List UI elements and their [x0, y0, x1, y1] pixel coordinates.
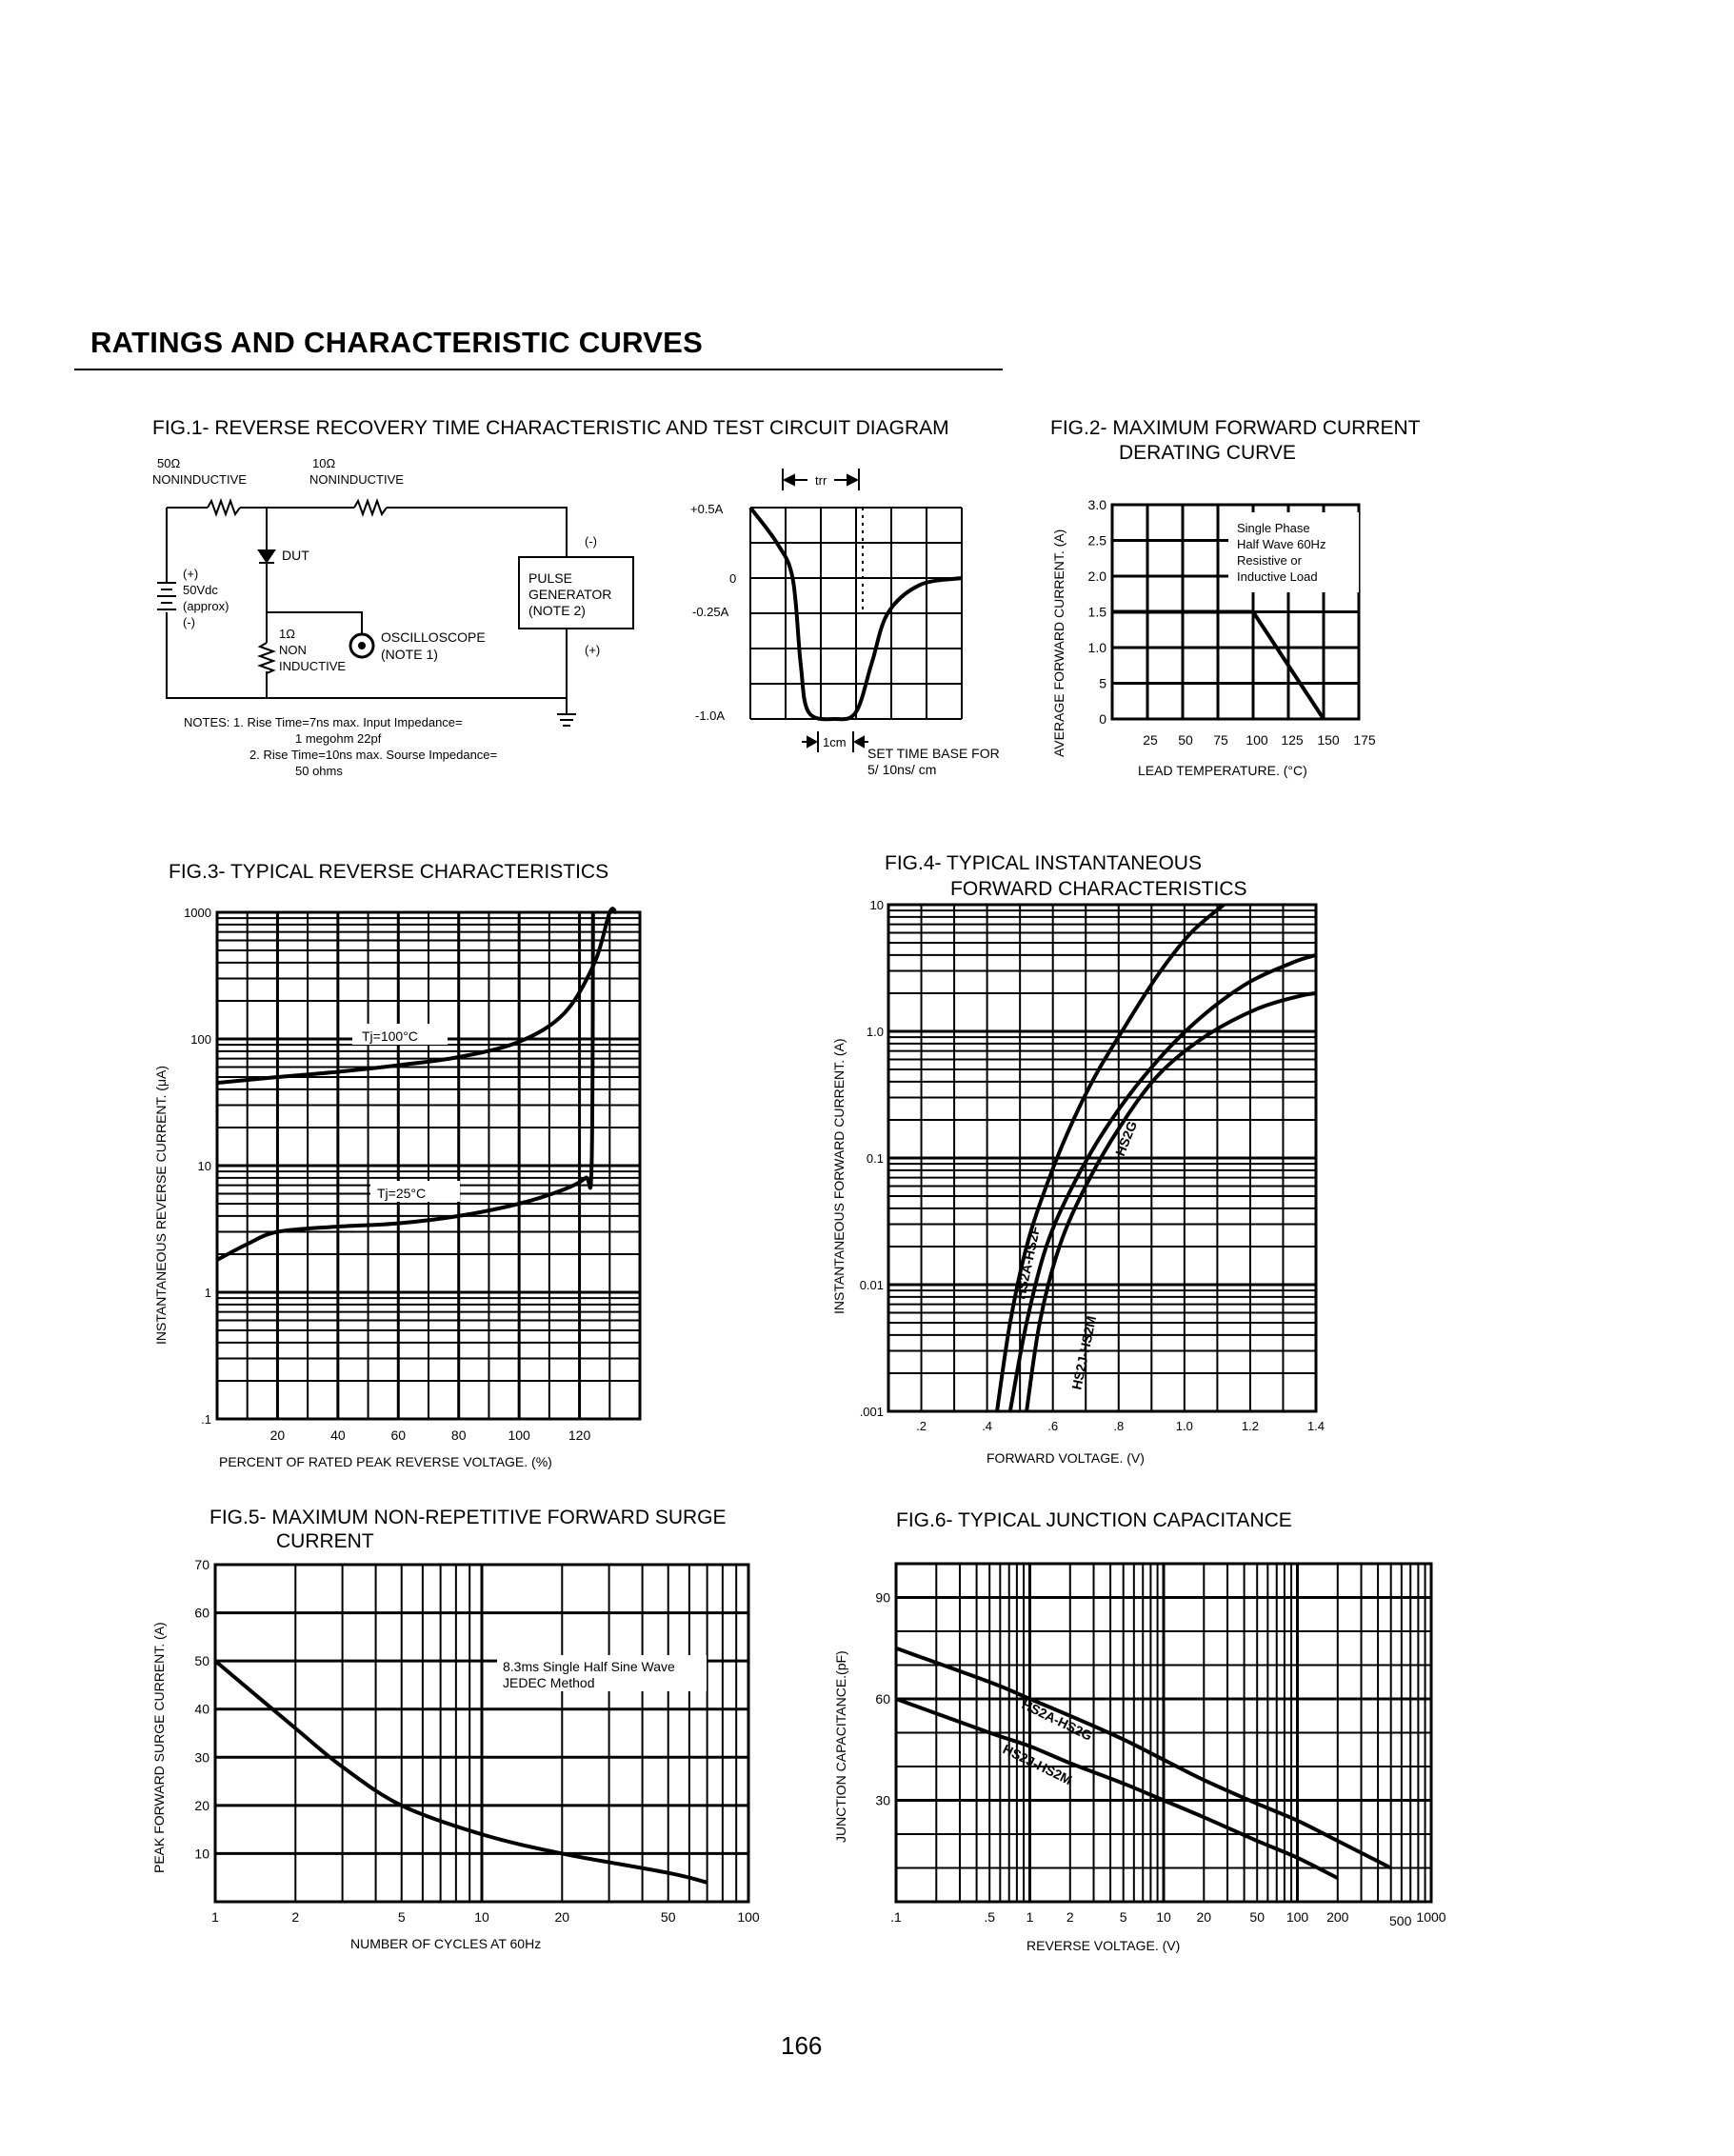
fig4-xtick-label: .4: [982, 1419, 993, 1433]
fig5-xticks: [211, 1909, 760, 1925]
fig4-xtick-label: .2: [916, 1419, 927, 1433]
fig1-r1-value: 50Ω: [157, 456, 181, 470]
fig5-ytick-label: 30: [194, 1749, 209, 1766]
fig1-note: NOTES: 1. Rise Time=7ns max. Input Impedance=: [184, 715, 463, 729]
fig3-series-label-100c: Tj=100°C: [362, 1028, 418, 1044]
fig3-xticks: [270, 1427, 591, 1443]
fig3-xtick-label: 40: [330, 1427, 346, 1443]
fig1-source-line: (approx): [183, 599, 229, 613]
fig3-yticks: [184, 906, 211, 1427]
fig2-ytick-label: 3.0: [1087, 497, 1106, 512]
fig3-series-line: [217, 912, 593, 1260]
fig1-r3-line: NON: [279, 643, 307, 657]
fig3-xtick-label: 80: [450, 1427, 467, 1443]
fig3-xtick-label: 120: [568, 1427, 591, 1443]
fig1-dut-label: DUT: [282, 548, 309, 563]
fig6-xtick-label: .1: [890, 1909, 902, 1925]
fig1-wave-ytick: 0: [729, 571, 737, 586]
fig6-xtick-label: 10: [1156, 1909, 1171, 1925]
fig6-xtick-label: 2: [1066, 1909, 1074, 1925]
fig1-scope-line: OSCILLOSCOPE: [381, 629, 486, 645]
fig5-xtick-label: 2: [291, 1909, 300, 1925]
fig6-xtick-label: 1000: [1416, 1909, 1446, 1925]
fig5-xtick-label: 50: [660, 1909, 676, 1925]
fig4-series-label-hs2g: HS2G: [1111, 1118, 1141, 1159]
fig5-ytick-label: 60: [194, 1605, 209, 1621]
fig2-annotation-line: Single Phase: [1237, 521, 1310, 535]
page-title: RATINGS AND CHARACTERISTIC CURVES: [90, 326, 704, 359]
fig2-ytick-label: 1.5: [1087, 604, 1106, 620]
fig2-ytick-label: 5: [1099, 675, 1106, 691]
fig2-xtick-label: 175: [1353, 732, 1376, 748]
fig5-title: FIG.5- MAXIMUM NON-REPETITIVE FORWARD SURGE: [209, 1507, 727, 1528]
fig5-xtick-label: 100: [737, 1909, 760, 1925]
fig2-xtick-label: 25: [1143, 732, 1158, 748]
fig6-xtick-label: 5: [1119, 1909, 1127, 1925]
fig6-xtick-label: 500: [1389, 1913, 1412, 1928]
fig4-xtick-label: 1.0: [1175, 1419, 1193, 1433]
fig3-panel: [153, 861, 640, 1469]
fig3-xtick-label: 60: [390, 1427, 407, 1443]
fig1-dut-diode-icon: [259, 550, 274, 563]
fig2-xtick-label: 50: [1178, 732, 1193, 748]
fig1-r3-line: INDUCTIVE: [279, 659, 347, 673]
fig1-r2-type: NONINDUCTIVE: [309, 472, 404, 487]
fig1-pulse-line: GENERATOR: [528, 587, 612, 602]
fig4-xlabel: FORWARD VOLTAGE. (V): [987, 1450, 1145, 1466]
fig2-ytick-label: 2.0: [1087, 569, 1106, 584]
fig6-ytick-label: 30: [875, 1792, 890, 1808]
fig1-resistor-r1: [208, 501, 240, 514]
fig1-note: 2. Rise Time=10ns max. Sourse Impedance=: [249, 748, 498, 762]
fig4-panel: [831, 852, 1325, 1466]
fig4-xtick-label: 1.4: [1306, 1419, 1325, 1433]
fig1-timebase-line: SET TIME BASE FOR: [867, 746, 1000, 761]
fig1-trr-label: trr: [815, 473, 827, 488]
fig3-grid: [217, 912, 640, 1419]
fig5-title: CURRENT: [276, 1530, 374, 1552]
fig3-title: FIG.3- TYPICAL REVERSE CHARACTERISTICS: [169, 861, 609, 883]
fig1-plus-label: (+): [585, 643, 601, 657]
fig1-scope-line: (NOTE 1): [381, 647, 438, 662]
fig6-series-label-hs2j-hs2m: HS2J-HS2M: [1000, 1741, 1075, 1788]
fig4-ytick-label: .001: [859, 1405, 884, 1419]
fig2-annotation-line: Resistive or: [1237, 553, 1302, 568]
fig1-source-line: 50Vdc: [183, 583, 218, 597]
fig2-xtick-label: 100: [1246, 732, 1268, 748]
fig6-xtick-label: 100: [1286, 1909, 1309, 1925]
fig4-series-label-hs2j-hs2m: HS2J-HS2M: [1068, 1314, 1100, 1391]
fig1-note: 1 megohm 22pf: [295, 731, 382, 746]
fig5-ylabel: PEAK FORWARD SURGE CURRENT. (A): [151, 1622, 167, 1873]
fig4-series-line: [1026, 993, 1316, 1411]
fig4-title: FIG.4- TYPICAL INSTANTANEOUS: [885, 852, 1202, 874]
fig1-battery-icon: [157, 583, 176, 609]
fig4-yticks: [860, 898, 884, 1419]
fig1-minus-label: (-): [585, 534, 597, 549]
fig4-title: FORWARD CHARACTERISTICS: [950, 878, 1247, 900]
fig1-oscilloscope-center: [358, 642, 366, 649]
fig3-xtick-label: 100: [508, 1427, 530, 1443]
fig1-r1-type: NONINDUCTIVE: [152, 472, 247, 487]
fig5-surge-curve: [215, 1661, 708, 1883]
fig2-annotation-line: Inductive Load: [1237, 569, 1318, 584]
fig6-series-label-hs2a-hs2g: HS2A-HS2G: [1019, 1696, 1095, 1744]
fig1-resistor-r2: [354, 501, 387, 514]
fig3-xlabel: PERCENT OF RATED PEAK REVERSE VOLTAGE. (%): [219, 1454, 552, 1469]
fig5-ytick-label: 70: [194, 1557, 209, 1572]
fig3-ytick-label: 1: [204, 1286, 211, 1300]
fig1-ground-icon: [557, 698, 576, 726]
fig3-ytick-label: 100: [190, 1032, 211, 1047]
fig2-ytick-label: 1.0: [1087, 640, 1106, 655]
fig3-ylabel: INSTANTANEOUS REVERSE CURRENT. (μA): [153, 1065, 169, 1345]
fig1-waveform-grid: [750, 508, 962, 719]
fig5-ytick-label: 10: [194, 1846, 209, 1862]
fig2-xtick-label: 75: [1213, 732, 1228, 748]
fig6-xtick-label: 200: [1326, 1909, 1349, 1925]
fig1-pulse-line: PULSE: [528, 570, 572, 586]
fig4-ylabel: INSTANTANEOUS FORWARD CURRENT. (A): [831, 1038, 847, 1314]
fig2-yticks: [1088, 497, 1107, 727]
fig6-xtick-label: 1: [1026, 1909, 1034, 1925]
fig1-pulse-line: (NOTE 2): [528, 603, 586, 618]
page-number: 166: [781, 2031, 823, 2060]
fig6-xlabel: REVERSE VOLTAGE. (V): [1026, 1938, 1181, 1953]
fig5-xtick-label: 5: [397, 1909, 406, 1925]
fig3-ytick-label: .1: [201, 1412, 211, 1427]
fig6-series-line: [896, 1699, 1338, 1878]
fig5-ytick-label: 40: [194, 1701, 209, 1717]
fig3-series-label-25c: Tj=25°C: [377, 1186, 427, 1201]
fig5-annotation-line: 8.3ms Single Half Sine Wave: [503, 1659, 675, 1674]
fig4-series-line: [1010, 955, 1316, 1411]
fig2-ytick-label: 2.5: [1087, 532, 1106, 549]
fig4-ytick-label: 0.01: [859, 1278, 884, 1292]
fig2-xtick-label: 125: [1281, 732, 1304, 748]
fig6-grid: [896, 1564, 1431, 1902]
fig5-ytick-label: 50: [194, 1653, 209, 1669]
fig2-xtick-label: 150: [1317, 732, 1340, 748]
fig5-xtick-label: 1: [211, 1909, 219, 1925]
fig6-ytick-label: 60: [875, 1691, 890, 1707]
fig1-source-line: (+): [183, 567, 199, 581]
fig5-yticks: [194, 1557, 209, 1861]
fig4-ytick-label: 10: [869, 898, 884, 912]
fig1-cm-label: 1cm: [823, 735, 847, 749]
fig5-xtick-label: 10: [474, 1909, 489, 1925]
fig6-xtick-label: .5: [984, 1909, 996, 1925]
fig6-xtick-label: 50: [1249, 1909, 1265, 1925]
fig5-xlabel: NUMBER OF CYCLES AT 60Hz: [350, 1936, 542, 1951]
fig3-xtick-label: 20: [269, 1427, 286, 1443]
fig4-xtick-label: .8: [1113, 1419, 1125, 1433]
fig1-source-line: (-): [183, 615, 195, 629]
fig1-r3-line: 1Ω: [279, 627, 295, 641]
fig2-annotation-line: Half Wave 60Hz: [1237, 537, 1326, 551]
fig5-annotation-line: JEDEC Method: [503, 1675, 595, 1690]
fig2-xlabel: LEAD TEMPERATURE. (°C): [1138, 763, 1307, 778]
fig3-ytick-label: 10: [197, 1159, 211, 1173]
fig2-ylabel: AVERAGE FORWARD CURRENT. (A): [1051, 529, 1066, 757]
fig1-wave-ytick: +0.5A: [690, 502, 724, 516]
fig2-title: FIG.2- MAXIMUM FORWARD CURRENT: [1050, 417, 1421, 439]
fig3-ytick-label: 1000: [184, 906, 211, 920]
fig6-title: FIG.6- TYPICAL JUNCTION CAPACITANCE: [896, 1509, 1292, 1531]
fig2-xticks: [1143, 732, 1376, 748]
fig5-panel: [151, 1507, 760, 1951]
fig4-ytick-label: 1.0: [866, 1025, 884, 1039]
fig4-xtick-label: .6: [1047, 1419, 1059, 1433]
fig1-r2-value: 10Ω: [312, 456, 336, 470]
fig5-grid: [215, 1565, 748, 1902]
fig6-ylabel: JUNCTION CAPACITANCE.(pF): [833, 1650, 848, 1843]
fig6-ytick-label: 90: [875, 1589, 890, 1606]
fig2-title: DERATING CURVE: [1119, 442, 1296, 464]
fig1-resistor-r3: [260, 643, 273, 673]
fig1-wave-ytick: -0.25A: [692, 605, 729, 619]
fig4-xticks: [916, 1419, 1325, 1433]
fig1-wave-ytick: -1.0A: [695, 709, 726, 723]
fig4-xtick-label: 1.2: [1241, 1419, 1259, 1433]
fig1-title: FIG.1- REVERSE RECOVERY TIME CHARACTERISTIC AND TEST CIRCUIT DIAGRAM: [152, 417, 949, 439]
fig2-panel: [1050, 417, 1421, 778]
fig1-panel: [152, 417, 1000, 778]
fig5-ytick-label: 20: [194, 1797, 209, 1813]
fig4-ytick-label: 0.1: [866, 1151, 884, 1166]
fig6-panel: [833, 1509, 1446, 1953]
fig4-series-label-hs2a-hs2f: HS2A-HS2F: [1012, 1225, 1044, 1301]
fig6-yticks: [875, 1590, 890, 1808]
fig1-timebase-line: 5/ 10ns/ cm: [867, 762, 937, 777]
fig5-xtick-label: 20: [554, 1909, 570, 1925]
fig1-note: 50 ohms: [295, 764, 343, 778]
fig2-ytick-label: 0: [1099, 711, 1106, 727]
fig6-xticks: [890, 1909, 1446, 1928]
fig6-xtick-label: 20: [1196, 1909, 1212, 1925]
